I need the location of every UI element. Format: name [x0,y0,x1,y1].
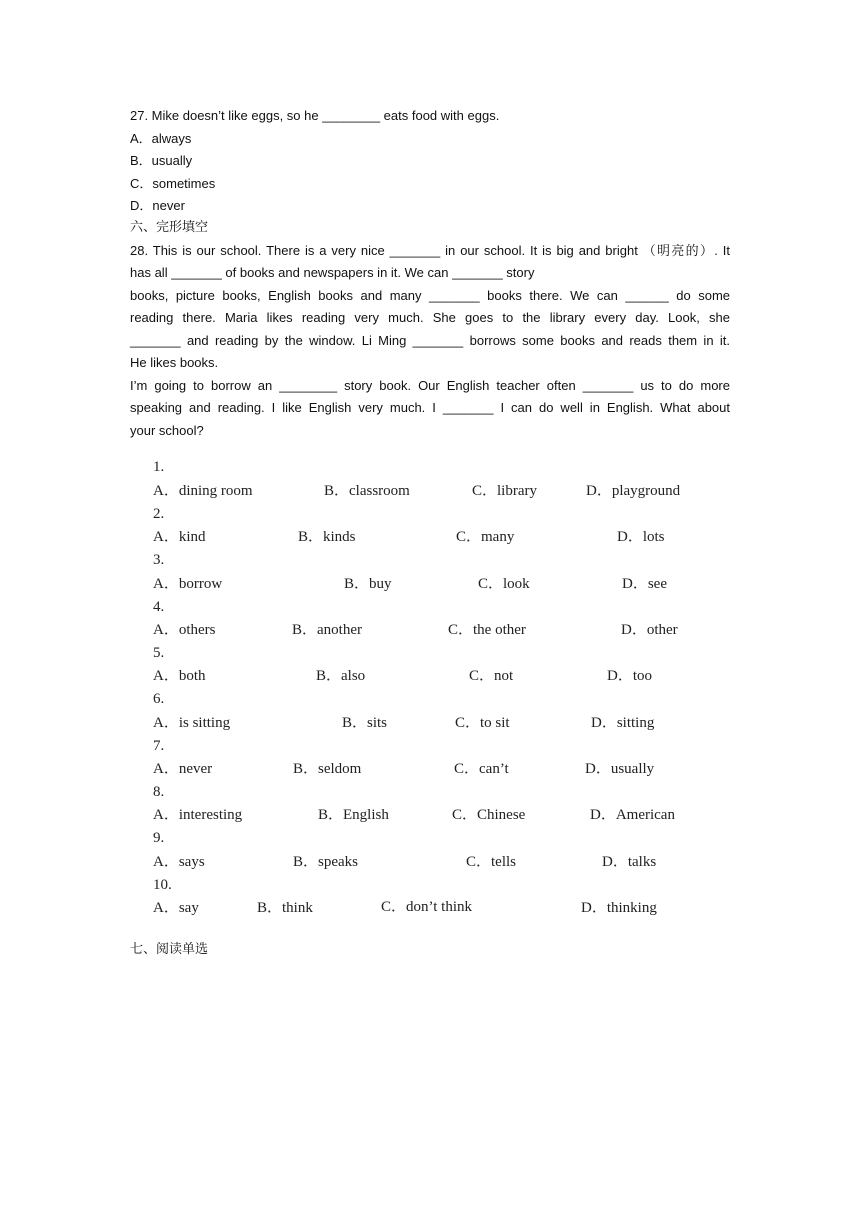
q28-line-5: _______ and reading by the window. Li Ming _______ borrows some books and reads them in it. [130,333,730,348]
cloze-2-option-d: D．lots [617,529,665,545]
cloze-10-option-c: C．don’t think [381,899,472,915]
cloze-1-number: 1. [153,459,165,475]
cloze-7-option-b: B．seldom [293,761,362,777]
cloze-3-option-c: C．look [478,576,530,592]
cloze-3-number: 3. [153,552,165,568]
q27-option-a: A．always [130,131,192,146]
cloze-4-option-c: C．the other [448,622,526,638]
cloze-9-option-d: D．talks [602,854,657,870]
q27-stem: 27. Mike doesn’t like eggs, so he ________ eats food with eggs. [130,108,500,123]
q27-option-c: C．sometimes [130,176,216,191]
section-7-heading: 七、阅读单选 [130,942,209,957]
cloze-5-option-a: A．both [153,668,206,684]
q27-option-d: D．never [130,198,185,213]
q28-line-6: He likes books. [130,355,219,370]
cloze-9-option-c: C．tells [466,854,517,870]
cloze-7-option-d: D．usually [585,761,655,777]
cloze-8-option-a: A．interesting [153,807,243,823]
q28-line-3: books, picture books, English books and many _______ books there. We can ______ do some [130,288,730,303]
cloze-6-number: 6. [153,691,165,707]
cloze-5-number: 5. [153,645,165,661]
cloze-3-option-d: D．see [622,576,667,592]
cloze-8-option-c: C．Chinese [452,807,526,823]
cloze-2-option-c: C．many [456,529,515,545]
cloze-3-option-a: A．borrow [153,576,223,592]
cloze-4-option-b: B．another [292,622,362,638]
q28-line-8: speaking and reading. I like English very much. I _______ I can do well in English. What about [130,400,730,415]
cloze-6-option-c: C．to sit [455,715,510,731]
cloze-1-option-a: A．dining room [153,483,253,499]
cloze-4-option-a: A．others [153,622,216,638]
cloze-2-option-b: B．kinds [298,529,356,545]
cloze-10-number: 10. [153,877,172,893]
cloze-1-option-c: C．library [472,483,537,499]
cloze-8-option-b: B．English [318,807,389,823]
q28-line-9: your school? [130,423,204,438]
section-6-heading: 六、完形填空 [130,220,209,235]
cloze-9-number: 9. [153,830,165,846]
cloze-9-option-a: A．says [153,854,205,870]
cloze-1-option-d: D．playground [586,483,681,499]
q28-line-2: has all _______ of books and newspapers in it. We can _______ story [130,265,535,280]
cloze-5-option-b: B．also [316,668,366,684]
cloze-5-option-d: D．too [607,668,653,684]
cloze-6-option-a: A．is sitting [153,715,231,731]
cloze-4-option-d: D．other [621,622,678,638]
cloze-9-option-b: B．speaks [293,854,358,870]
cloze-6-option-b: B．sits [342,715,388,731]
q28-line-7: I’m going to borrow an ________ story book. Our English teacher often _______ us to do more [130,378,730,393]
cloze-5-option-c: C．not [469,668,514,684]
cloze-10-option-b: B．think [257,900,313,916]
cloze-6-option-d: D．sitting [591,715,655,731]
cloze-7-option-c: C．can’t [454,761,509,777]
q27-option-b: B．usually [130,153,193,168]
cloze-8-number: 8. [153,784,165,800]
cloze-1-option-b: B．classroom [324,483,410,499]
cloze-2-option-a: A．kind [153,529,206,545]
cloze-2-number: 2. [153,506,165,522]
q28-line-4: reading there. Maria likes reading very much. She goes to the library every day. Look, she [130,310,730,325]
cloze-10-option-a: A．say [153,900,199,916]
cloze-7-option-a: A．never [153,761,213,777]
cloze-4-number: 4. [153,599,165,615]
cloze-10-option-d: D．thinking [581,900,657,916]
cloze-3-option-b: B．buy [344,576,392,592]
q28-line-1: 28. This is our school. There is a very nice _______ in our school. It is big and bright （明亮的）. It [130,243,730,258]
cloze-7-number: 7. [153,738,165,754]
cloze-8-option-d: D．American [590,807,675,823]
